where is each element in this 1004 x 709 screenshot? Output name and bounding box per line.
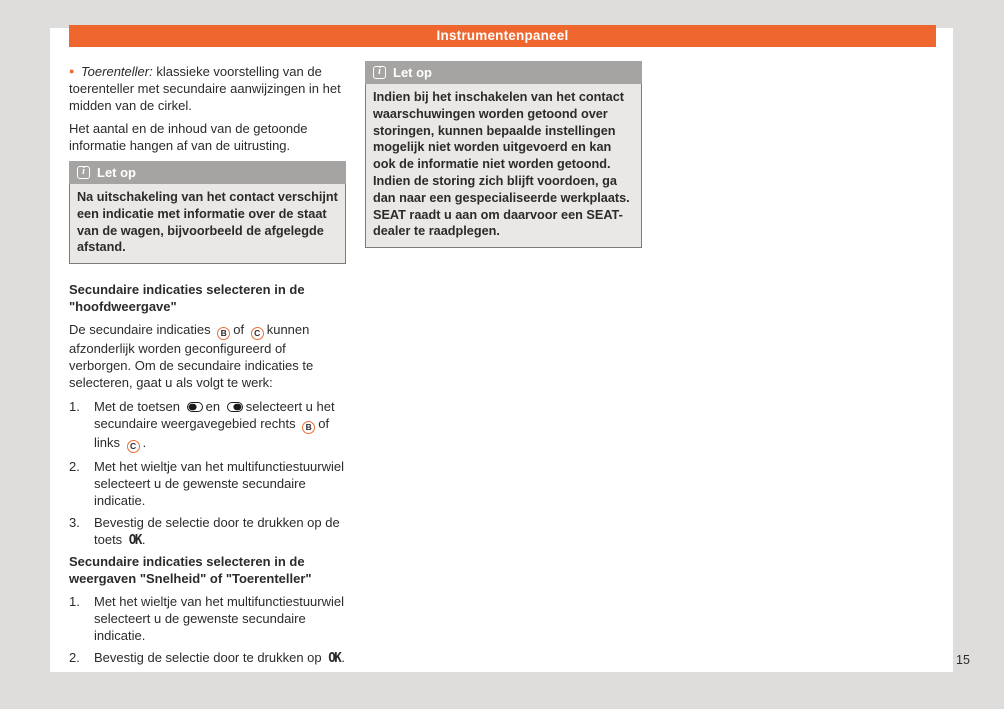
note-title: Let op: [97, 165, 136, 180]
manual-page: [50, 28, 953, 672]
right-column: [365, 61, 642, 265]
paragraph-text: De secundaire indicaties: [69, 322, 215, 338]
note-title: Let op: [393, 65, 432, 80]
list-item-segment: .: [141, 532, 146, 548]
note-box-left: [69, 161, 346, 264]
paragraph-text: kunnen afzonderlijk worden geconfigureerd of verborgen. Om de secundaire indicaties te selecteren, gaat u als volgt te werk:: [69, 322, 314, 391]
list-item-segment: of links: [94, 416, 330, 451]
info-icon: i: [373, 66, 386, 79]
note-box-right: [365, 61, 642, 248]
page-header-bar: [69, 25, 936, 47]
callout-b-icon: B: [217, 327, 230, 340]
ordered-list-speed-tacho: [69, 593, 346, 666]
callout-b-icon: B: [302, 421, 315, 434]
list-item: [69, 458, 346, 509]
paragraph-equipment: Het aantal en de inhoud van de getoonde informatie hangen af van de uitrusting.: [69, 121, 308, 153]
list-item: [69, 514, 346, 548]
left-column: [69, 63, 346, 671]
list-item-segment: Met de toetsen: [94, 399, 184, 415]
section-heading-speed-tacho: Secundaire indicaties selecteren in de weergaven "Snelheid" of "Toerenteller": [69, 554, 312, 587]
paragraph-tachometer: [69, 63, 346, 114]
note-body: Indien bij het inschakelen van het contact waarschuwingen worden getoond over storingen, kunnen bepaalde instellingen mogelijk niet worden uitgevoerd en kan ook de informatie niet worden getoond. Indien de storing zich blijft voordoen, ga dan naar een gespecialiseerde werkplaats. SEAT raadt u aan om daarvoor een SEAT-dealer te raadplegen.: [365, 84, 642, 248]
list-item-number: 3.: [69, 515, 80, 531]
list-item-segment: Bevestig de selectie door te drukken op: [94, 650, 326, 666]
list-item: [69, 649, 346, 666]
note-header: [69, 161, 346, 184]
list-item-number: 2.: [69, 459, 80, 475]
list-item-segment: .: [341, 650, 345, 666]
list-item-number: 1.: [69, 594, 80, 610]
ok-button-icon: OK: [128, 531, 141, 548]
list-item-segment: en: [205, 399, 224, 415]
list-item-text: [94, 398, 346, 453]
paragraph-select-indications: [69, 321, 346, 391]
list-item-number: 2.: [69, 650, 80, 666]
ok-button-icon: OK: [328, 649, 341, 666]
list-item-number: 1.: [69, 399, 80, 415]
callout-c-icon: C: [251, 327, 264, 340]
page-title: Instrumentenpaneel: [436, 28, 569, 43]
list-item-text: [94, 649, 346, 666]
list-item-text: [94, 514, 346, 548]
list-item-text: Met het wieltje van het multifunctiestuurwiel selecteert u de gewenste secundaire indicatie.: [94, 594, 345, 644]
section-heading-main-display: Secundaire indicaties selecteren in de "hoofdweergave": [69, 282, 305, 315]
callout-c-icon: C: [127, 440, 140, 453]
ordered-list-main-display: [69, 398, 346, 548]
bullet-icon: ●: [69, 66, 77, 76]
list-item: [69, 398, 346, 453]
list-item: [69, 593, 346, 644]
list-item-segment: Bevestig de selectie door te drukken op de toets: [94, 515, 340, 548]
term-toerenteller: Toerenteller:: [80, 64, 157, 79]
paragraph-text: klassieke voorstelling van de toerenteller met secundaire aanwijzingen in het midden van de cirkel.: [69, 64, 341, 113]
rocker-button-right-icon: [227, 402, 243, 412]
list-item-text: Met het wieltje van het multifunctiestuurwiel selecteert u de gewenste secundaire indicatie.: [94, 459, 345, 509]
note-body: Na uitschakeling van het contact verschijnt een indicatie met informatie over de staat van de wagen, bijvoorbeeld de afgelegde afstand.: [69, 184, 346, 264]
info-icon: i: [77, 166, 90, 179]
note-header: [365, 61, 642, 84]
rocker-button-left-icon: [187, 402, 203, 412]
list-item-segment: selecteert u het secundaire weergavegebied rechts: [94, 399, 335, 432]
paragraph-text: of: [233, 322, 248, 338]
list-item-segment: .: [142, 435, 147, 451]
page-number: 15: [956, 653, 970, 667]
